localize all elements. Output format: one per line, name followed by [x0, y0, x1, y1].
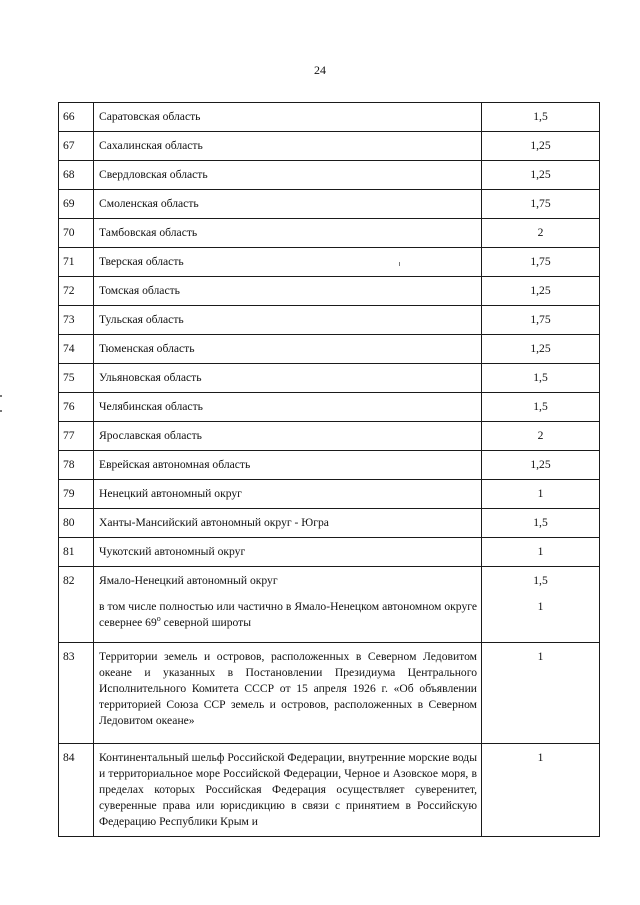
row-number: 84	[59, 744, 94, 837]
table-row	[59, 161, 600, 190]
region-name: Тверская область	[94, 248, 482, 277]
coefficient-value: 1	[482, 538, 600, 567]
coefficient-value: 2	[482, 219, 600, 248]
table-row	[59, 538, 600, 567]
table-row	[59, 744, 600, 837]
coefficient-value: 1,5	[533, 574, 548, 587]
table-row	[59, 643, 600, 744]
table-row	[59, 364, 600, 393]
row-number: 73	[59, 306, 94, 335]
region-name: Саратовская область	[94, 103, 482, 132]
scan-artifact	[0, 395, 2, 397]
region-name: Ульяновская область	[94, 364, 482, 393]
row-number: 71	[59, 248, 94, 277]
region-name: Челябинская область	[94, 393, 482, 422]
coefficient-value: 1,5	[482, 509, 600, 538]
table-row	[59, 567, 600, 643]
table-row	[59, 248, 600, 277]
row-number: 83	[59, 643, 94, 744]
region-name: Ненецкий автономный округ	[94, 480, 482, 509]
table-row	[59, 219, 600, 248]
spacer	[482, 589, 599, 599]
coefficient-value: 1,25	[482, 132, 600, 161]
coefficient-value: 1	[482, 744, 600, 837]
page-number: 24	[314, 63, 326, 77]
region-name: Сахалинская область	[94, 132, 482, 161]
table-row	[59, 190, 600, 219]
scan-artifact	[399, 262, 400, 266]
region-name: Чукотский автономный округ	[94, 538, 482, 567]
row-number: 69	[59, 190, 94, 219]
table-row	[59, 422, 600, 451]
row-number: 78	[59, 451, 94, 480]
region-name: Ханты-Мансийский автономный округ - Югра	[94, 509, 482, 538]
region-name: Континентальный шельф Российской Федерации, внутренние морские воды и территориальное море Российской Федерации, Черное и Азовское моря, в пределах которых Российская Федерация осуществляет суверенитет, суверенные права или юрисдикцию в связи с принятием в Российскую Федерацию Республики Крым и	[94, 744, 482, 837]
row-number: 80	[59, 509, 94, 538]
coefficient-value: 1,25	[482, 335, 600, 364]
coefficient-value: 1,25	[482, 451, 600, 480]
region-name: Еврейская автономная область	[94, 451, 482, 480]
subregion-text-end: северной широты	[160, 616, 251, 629]
coefficient-value: 1	[482, 643, 600, 744]
table-row	[59, 277, 600, 306]
row-number: 66	[59, 103, 94, 132]
coefficient-value: 1,75	[482, 248, 600, 277]
region-name: Тюменская область	[94, 335, 482, 364]
coefficient-value: 1,5	[482, 393, 600, 422]
table-row	[59, 393, 600, 422]
table-row	[59, 103, 600, 132]
coefficient-value: 2	[482, 422, 600, 451]
coefficient-cell	[482, 567, 600, 643]
row-number: 68	[59, 161, 94, 190]
table-row	[59, 509, 600, 538]
region-name-cell	[94, 567, 482, 643]
subregion-text: в том числе полностью или частично в Ямало-Ненецком автономном округе севернее 69	[99, 600, 477, 629]
region-name: Тульская область	[94, 306, 482, 335]
table-row	[59, 480, 600, 509]
spacer	[99, 589, 477, 599]
region-name: Свердловская область	[94, 161, 482, 190]
table-row	[59, 132, 600, 161]
row-number: 74	[59, 335, 94, 364]
row-number: 75	[59, 364, 94, 393]
scan-artifact	[0, 410, 2, 412]
coefficient-value: 1,25	[482, 161, 600, 190]
degree-mark: о	[156, 614, 161, 624]
coefficient-value: 1	[482, 480, 600, 509]
region-name: Тамбовская область	[94, 219, 482, 248]
table-row	[59, 451, 600, 480]
table-row	[59, 306, 600, 335]
row-number: 70	[59, 219, 94, 248]
row-number: 72	[59, 277, 94, 306]
row-number: 82	[59, 567, 94, 643]
coefficient-value: 1,5	[482, 103, 600, 132]
subregion-coefficient-value: 1	[537, 600, 544, 613]
region-name: Томская область	[94, 277, 482, 306]
coefficient-value: 1,5	[482, 364, 600, 393]
region-name: Смоленская область	[94, 190, 482, 219]
row-number: 79	[59, 480, 94, 509]
region-name: Ярославская область	[94, 422, 482, 451]
subregion-name	[99, 599, 477, 631]
row-number: 67	[59, 132, 94, 161]
row-number: 81	[59, 538, 94, 567]
coefficient-value: 1,75	[482, 190, 600, 219]
regions-coefficient-table	[58, 102, 600, 837]
region-name: Территории земель и островов, расположенных в Северном Ледовитом океане и указанных в Постановлении Президиума Центрального Исполнительного Комитета СССР от 15 апреля 1926 г. «Об объявлении территорией Союза ССР земель и островов, расположенных в Северном Ледовитом океане»	[94, 643, 482, 744]
region-name: Ямало-Ненецкий автономный округ	[99, 574, 278, 587]
coefficient-value: 1,25	[482, 277, 600, 306]
row-number: 76	[59, 393, 94, 422]
coefficient-value: 1,75	[482, 306, 600, 335]
table-row	[59, 335, 600, 364]
row-number: 77	[59, 422, 94, 451]
